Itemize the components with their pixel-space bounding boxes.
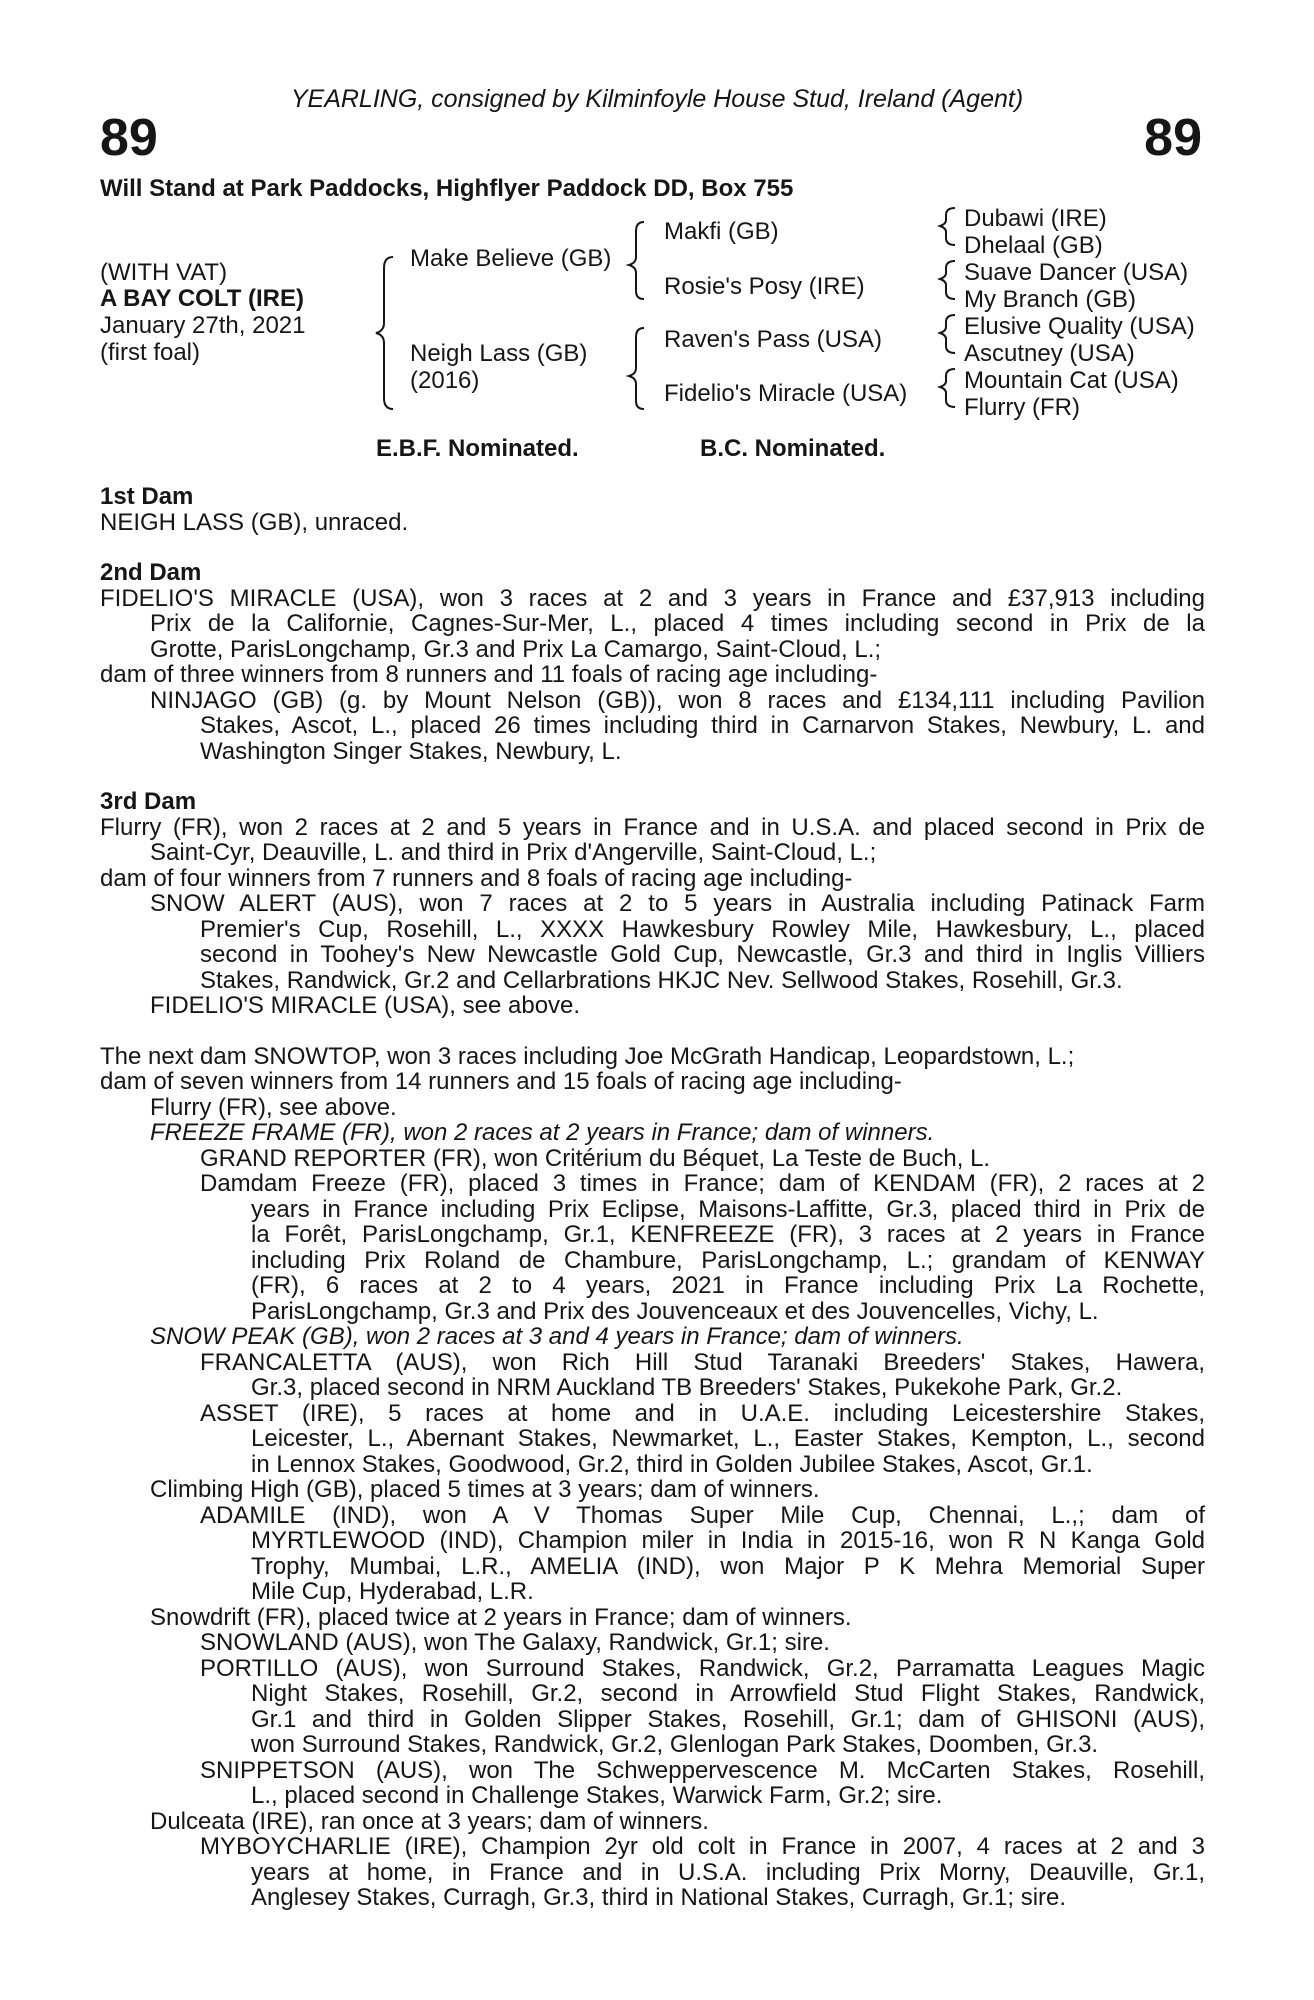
ancestor: Ascutney (USA) bbox=[964, 340, 1135, 367]
next-dam-line: won Surround Stakes, Randwick, Gr.2, Glenlogan Park Stakes, Doomben, Gr.3. bbox=[251, 1731, 1099, 1758]
next-dam-line: Leicester, L., Abernant Stakes, Newmarket, L., Easter Stakes, Kempton, L., second bbox=[251, 1425, 1205, 1452]
foaling-date: January 27th, 2021 bbox=[100, 312, 306, 339]
dam-name: Neigh Lass (GB) bbox=[410, 340, 588, 367]
next-dam-line: years at home, in France and in U.S.A. including Prix Morny, Deauville, Gr.1, bbox=[251, 1858, 1205, 1886]
next-dam-line: MYRTLEWOOD (IND), Champion miler in India in 2015-16, won R N Kanga Gold bbox=[251, 1527, 1205, 1554]
next-dam-line: Anglesey Stakes, Curragh, Gr.3, third in National Stakes, Curragh, Gr.1; sire. bbox=[251, 1884, 1067, 1911]
third-dam-line: SNOW ALERT (AUS), won 7 races at 2 to 5 years in Australia including Patinack Farm bbox=[150, 890, 1205, 917]
ancestor: Elusive Quality (USA) bbox=[964, 313, 1195, 340]
third-dam-heading: 3rd Dam bbox=[100, 788, 197, 815]
third-dam-line: Premier's Cup, Rosehill, L., XXXX Hawkesbury Rowley Mile, Hawkesbury, L., placed bbox=[200, 915, 1205, 943]
stand-location: Will Stand at Park Paddocks, Highflyer Paddock DD, Box 755 bbox=[100, 175, 794, 202]
next-dam-line: SNIPPETSON (AUS), won The Schweppervescence M. McCarten Stakes, Rosehill, bbox=[200, 1756, 1205, 1784]
second-dam-line: dam of three winners from 8 runners and 11 foals of racing age including- bbox=[100, 661, 878, 688]
ancestor: Mountain Cat (USA) bbox=[964, 367, 1179, 394]
second-dam-line: NINJAGO (GB) (g. by Mount Nelson (GB)), won 8 races and £134,111 including Pavilion bbox=[150, 686, 1205, 714]
lot-title: A BAY COLT (IRE) bbox=[100, 285, 305, 312]
second-dam-line: Stakes, Ascot, L., placed 26 times including third in Carnarvon Stakes, Newbury, L. and bbox=[200, 712, 1205, 739]
second-dam-line: Washington Singer Stakes, Newbury, L. bbox=[200, 737, 622, 765]
next-dam-line: ParisLongchamp, Gr.3 and Prix des Jouvenceaux et des Jouvencelles, Vichy, L. bbox=[251, 1297, 1099, 1325]
dam-sire: Raven's Pass (USA) bbox=[664, 326, 882, 353]
next-dam-line: L., placed second in Challenge Stakes, Warwick Farm, Gr.2; sire. bbox=[251, 1782, 943, 1809]
ancestor: Suave Dancer (USA) bbox=[964, 259, 1189, 286]
second-dam-line: Grotte, ParisLongchamp, Gr.3 and Prix La Camargo, Saint-Cloud, L.; bbox=[150, 635, 882, 663]
sire-dam: Rosie's Posy (IRE) bbox=[664, 273, 865, 300]
next-dam-line: SNOW PEAK (GB), won 2 races at 3 and 4 years in France; dam of winners. bbox=[150, 1323, 964, 1350]
second-dam-line: FIDELIO'S MIRACLE (USA), won 3 races at 2 and 3 years in France and £37,913 including bbox=[100, 584, 1205, 612]
vat-note: (WITH VAT) bbox=[100, 259, 228, 286]
next-dam-line: years in France including Prix Eclipse, Maisons-Laffitte, Gr.3, placed third in Prix de bbox=[251, 1195, 1205, 1223]
foal-note: (first foal) bbox=[100, 339, 201, 366]
next-dam-line: Trophy, Mumbai, L.R., AMELIA (IND), won Major P K Mehra Memorial Super bbox=[251, 1552, 1205, 1580]
ancestor: Dhelaal (GB) bbox=[964, 232, 1103, 259]
next-dam-line: ASSET (IRE), 5 races at home and in U.A.E. including Leicestershire Stakes, bbox=[200, 1399, 1205, 1427]
next-dam-line: SNOWLAND (AUS), won The Galaxy, Randwick, Gr.1; sire. bbox=[200, 1629, 830, 1656]
next-dam-line: Damdam Freeze (FR), placed 3 times in France; dam of KENDAM (FR), 2 races at 2 bbox=[200, 1170, 1205, 1197]
dam-dam: Fidelio's Miracle (USA) bbox=[664, 380, 908, 407]
next-dam-line: GRAND REPORTER (FR), won Critérium du Béquet, La Teste de Buch, L. bbox=[200, 1144, 991, 1172]
next-dam-line: Gr.3, placed second in NRM Auckland TB Breeders' Stakes, Pukekohe Park, Gr.2. bbox=[251, 1374, 1123, 1401]
next-dam-line: in Lennox Stakes, Goodwood, Gr.2, third in Golden Jubilee Stakes, Ascot, Gr.1. bbox=[251, 1450, 1093, 1478]
third-dam-line: FIDELIO'S MIRACLE (USA), see above. bbox=[150, 992, 581, 1019]
next-dam-line: FRANCALETTA (AUS), won Rich Hill Stud Taranaki Breeders' Stakes, Hawera, bbox=[200, 1348, 1205, 1376]
ancestor: Dubawi (IRE) bbox=[964, 205, 1107, 232]
next-dam-line: The next dam SNOWTOP, won 3 races including Joe McGrath Handicap, Leopardstown, L.; bbox=[100, 1042, 1075, 1070]
dam-year: (2016) bbox=[410, 367, 480, 394]
next-dam-line: Climbing High (GB), placed 5 times at 3 years; dam of winners. bbox=[150, 1476, 820, 1503]
third-dam-line: dam of four winners from 7 runners and 8 foals of racing age including- bbox=[100, 864, 853, 892]
next-dam-line: la Forêt, ParisLongchamp, Gr.1, KENFREEZE (FR), 3 races at 2 years in France bbox=[251, 1221, 1205, 1248]
ancestor: My Branch (GB) bbox=[964, 286, 1137, 313]
sire-name: Make Believe (GB) bbox=[410, 245, 612, 272]
next-dam-line: MYBOYCHARLIE (IRE), Champion 2yr old colt in France in 2007, 4 races at 2 and 3 bbox=[200, 1833, 1205, 1860]
next-dam-line: ADAMILE (IND), won A V Thomas Super Mile Cup, Chennai, L.,; dam of bbox=[200, 1501, 1205, 1529]
next-dam-line: Flurry (FR), see above. bbox=[150, 1093, 397, 1121]
next-dam-line: (FR), 6 races at 2 to 4 years, 2021 in France including Prix La Rochette, bbox=[251, 1272, 1205, 1299]
next-dam-line: Night Stakes, Rosehill, Gr.2, second in Arrowfield Stud Flight Stakes, Randwick, bbox=[251, 1680, 1205, 1707]
lot-number-right: 89 bbox=[1144, 109, 1202, 167]
next-dam-line: dam of seven winners from 14 runners and 15 foals of racing age including- bbox=[100, 1068, 902, 1095]
bc-nominated: B.C. Nominated. bbox=[700, 435, 886, 462]
sire-sire: Makfi (GB) bbox=[664, 218, 779, 245]
next-dam-line: including Prix Roland de Chambure, ParisLongchamp, L.; grandam of KENWAY bbox=[251, 1246, 1205, 1274]
second-dam-heading: 2nd Dam bbox=[100, 559, 202, 586]
consignment-line: YEARLING, consigned by Kilminfoyle House Stud, Ireland (Agent) bbox=[290, 85, 1024, 113]
next-dam-line: Dulceata (IRE), ran once at 3 years; dam of winners. bbox=[150, 1807, 709, 1835]
ebf-nominated: E.B.F. Nominated. bbox=[376, 435, 579, 462]
third-dam-line: Flurry (FR), won 2 races at 2 and 5 years in France and in U.S.A. and placed second in Prix de bbox=[100, 813, 1205, 841]
dam-record bbox=[100, 484, 1205, 1911]
third-dam-line: second in Toohey's New Newcastle Gold Cup, Newcastle, Gr.3 and third in Inglis Villiers bbox=[200, 941, 1205, 968]
second-dam-line: Prix de la Californie, Cagnes-Sur-Mer, L., placed 4 times including second in Prix de la bbox=[150, 610, 1205, 637]
ancestor: Flurry (FR) bbox=[964, 394, 1080, 421]
lot-number-left: 89 bbox=[100, 109, 158, 167]
next-dam-line: FREEZE FRAME (FR), won 2 races at 2 years in France; dam of winners. bbox=[150, 1119, 935, 1146]
next-dam-line: Gr.1 and third in Golden Slipper Stakes, Rosehill, Gr.1; dam of GHISONI (AUS), bbox=[251, 1705, 1205, 1733]
third-dam-line: Stakes, Randwick, Gr.2 and Cellarbrations HKJC Nev. Sellwood Stakes, Rosehill, Gr.3. bbox=[200, 966, 1123, 994]
next-dam-line: Mile Cup, Hyderabad, L.R. bbox=[251, 1578, 534, 1605]
first-dam-text: NEIGH LASS (GB), unraced. bbox=[100, 508, 409, 536]
third-dam-line: Saint-Cyr, Deauville, L. and third in Prix d'Angerville, Saint-Cloud, L.; bbox=[150, 839, 877, 866]
next-dam-line: PORTILLO (AUS), won Surround Stakes, Randwick, Gr.2, Parramatta Leagues Magic bbox=[200, 1654, 1205, 1682]
next-dam-line: Snowdrift (FR), placed twice at 2 years in France; dam of winners. bbox=[150, 1603, 852, 1631]
first-dam-heading: 1st Dam bbox=[100, 483, 194, 510]
